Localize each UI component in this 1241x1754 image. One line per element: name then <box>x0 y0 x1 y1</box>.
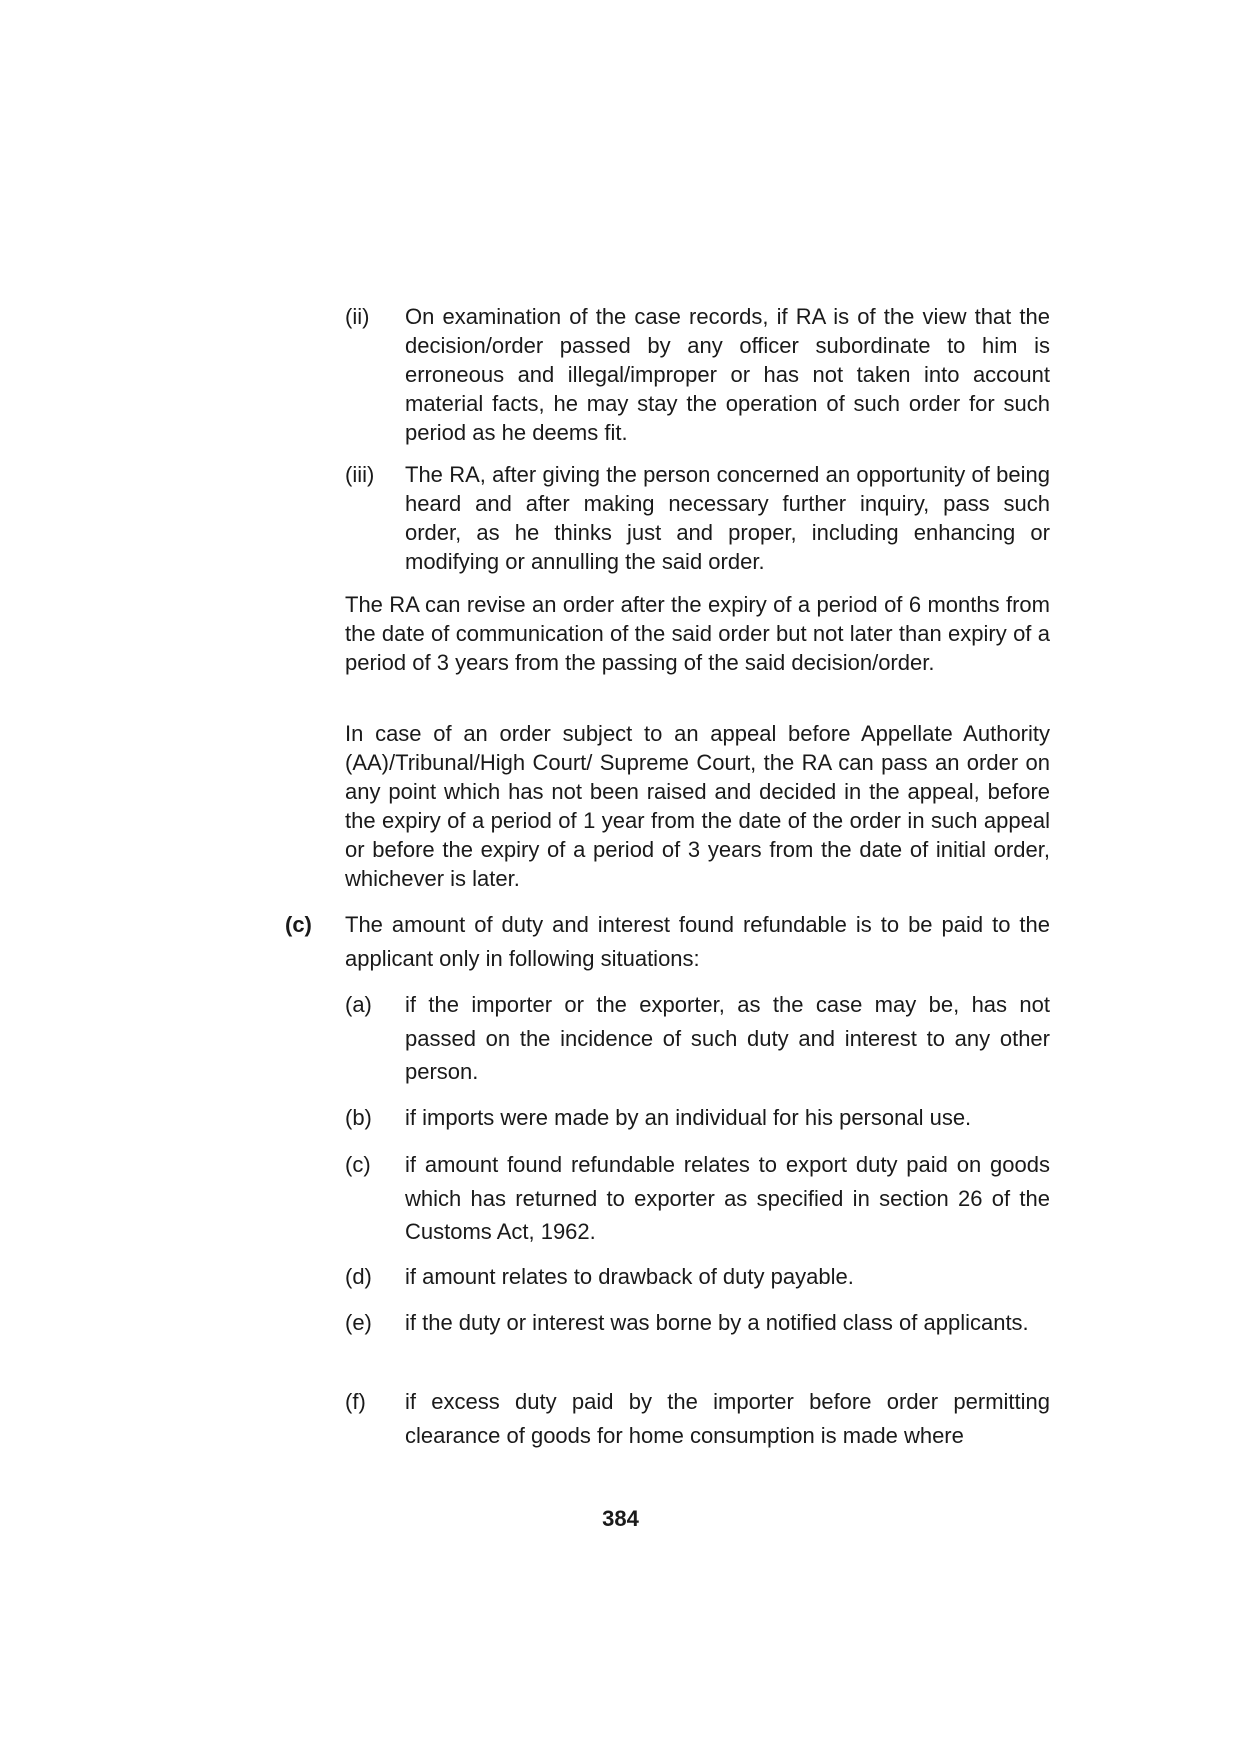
sub-item-a-marker: (a) <box>345 992 372 1017</box>
item-marker-ii: (ii) <box>345 304 370 329</box>
sub-item-e-marker: (e) <box>345 1310 372 1335</box>
sub-item-e-text: if the duty or interest was borne by a notified class of applicants. <box>405 1310 1029 1335</box>
item-text-iii: The RA, after giving the person concerned an opportunity of being heard and after making necessary further inquiry, pass such order, as he thinks just and proper, including enhancing or modifying or annulling the said order. <box>405 462 1050 574</box>
page-number: 384 <box>602 1506 639 1531</box>
sub-item-d-marker: (d) <box>345 1264 372 1289</box>
paragraph-appeal-order: In case of an order subject to an appeal before Appellate Authority (AA)/Tribunal/High Court/ Supreme Court, the RA can pass an order on any point which has not been raised and decided in the appeal, before the expiry of a period of 1 year from the date of the order in such appeal or before the expiry of a period of 3 years from the date of initial order, whichever is later. <box>345 721 1050 891</box>
section-c-marker: (c) <box>285 912 312 937</box>
item-text-ii: On examination of the case records, if RA is of the view that the decision/order passed by any officer subordinate to him is erroneous and illegal/improper or has not taken into account material facts, he may stay the operation of such order for such period as he deems fit. <box>405 304 1050 445</box>
item-marker-iii: (iii) <box>345 462 375 487</box>
sub-item-d-text: if amount relates to drawback of duty payable. <box>405 1264 854 1289</box>
sub-item-c-text: if amount found refundable relates to export duty paid on goods which has returned to exporter as specified in section 26 of the Customs Act, 1962. <box>405 1152 1050 1244</box>
sub-item-c-marker: (c) <box>345 1152 371 1177</box>
paragraph-revision-period: The RA can revise an order after the expiry of a period of 6 months from the date of communication of the said order but not later than expiry of a period of 3 years from the passing of the said decision/order. <box>345 592 1050 675</box>
sub-item-f-text: if excess duty paid by the importer before order permitting clearance of goods for home consumption is made where <box>405 1389 1050 1448</box>
sub-item-b-marker: (b) <box>345 1105 372 1130</box>
section-c-text: The amount of duty and interest found refundable is to be paid to the applicant only in following situations: <box>345 912 1050 971</box>
sub-item-b-text: if imports were made by an individual for his personal use. <box>405 1105 972 1130</box>
sub-item-f-marker: (f) <box>345 1389 366 1414</box>
sub-item-a-text: if the importer or the exporter, as the case may be, has not passed on the incidence of such duty and interest to any other person. <box>405 992 1050 1084</box>
